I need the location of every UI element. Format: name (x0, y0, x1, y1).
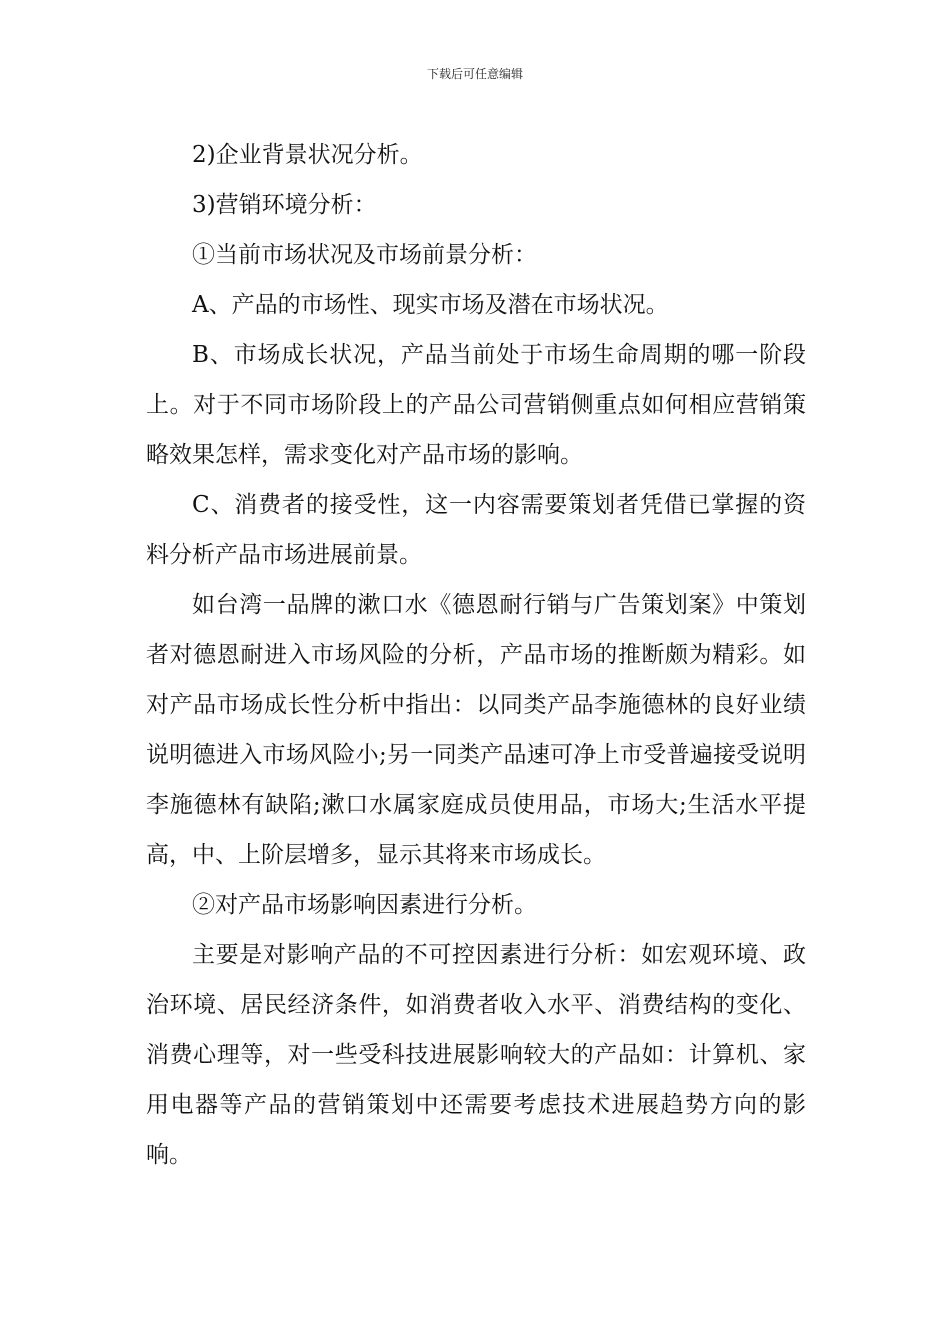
paragraph-uncontrollable-factors: 主要是对影响产品的不可控因素进行分析：如宏观环境、政治环境、居民经济条件，如消费者收入水平、消费结构的变化、消费心理等，对一些受科技进展影响较大的产品如：计算机、家用电器等产品的营销策划中还需要考虑技术进展趋势方向的影响。 (146, 942, 806, 1168)
paragraph-influence-factors: ②对产品市场影响因素进行分析。 (192, 892, 537, 918)
paragraph-item-b: B、市场成长状况，产品当前处于市场生命周期的哪一阶段上。对于不同市场阶段上的产品公司营销侧重点如何相应营销策略效果怎样，需求变化对产品市场的影响。 (146, 342, 806, 468)
paragraph-item-c: C、消费者的接受性，这一内容需要策划者凭借已掌握的资料分析产品市场进展前景。 (146, 492, 806, 568)
paragraph-market-status: ①当前市场状况及市场前景分析： (192, 242, 537, 268)
paragraph-marketing-environment: 3)营销环境分析： (192, 192, 377, 218)
paragraph-company-background: 2)企业背景状况分析。 (192, 142, 423, 168)
paragraph-example: 如台湾一品牌的漱口水《德恩耐行销与广告策划案》中策划者对德恩耐进入市场风险的分析，产品市场的推断颇为精彩。如对产品市场成长性分析中指出：以同类产品李施德林的良好业绩说明德进入市场风险小;另一同类产品速可净上市受普遍接受说明李施德林有缺陷;漱口水属家庭成员使用品，市场大;生活水平提高，中、上阶层增多，显示其将来市场成长。 (146, 592, 806, 868)
paragraph-item-a: A、产品的市场性、现实市场及潜在市场状况。 (192, 292, 669, 318)
document-body (146, 130, 806, 1180)
page-header: 下载后可任意编辑 (426, 67, 523, 81)
